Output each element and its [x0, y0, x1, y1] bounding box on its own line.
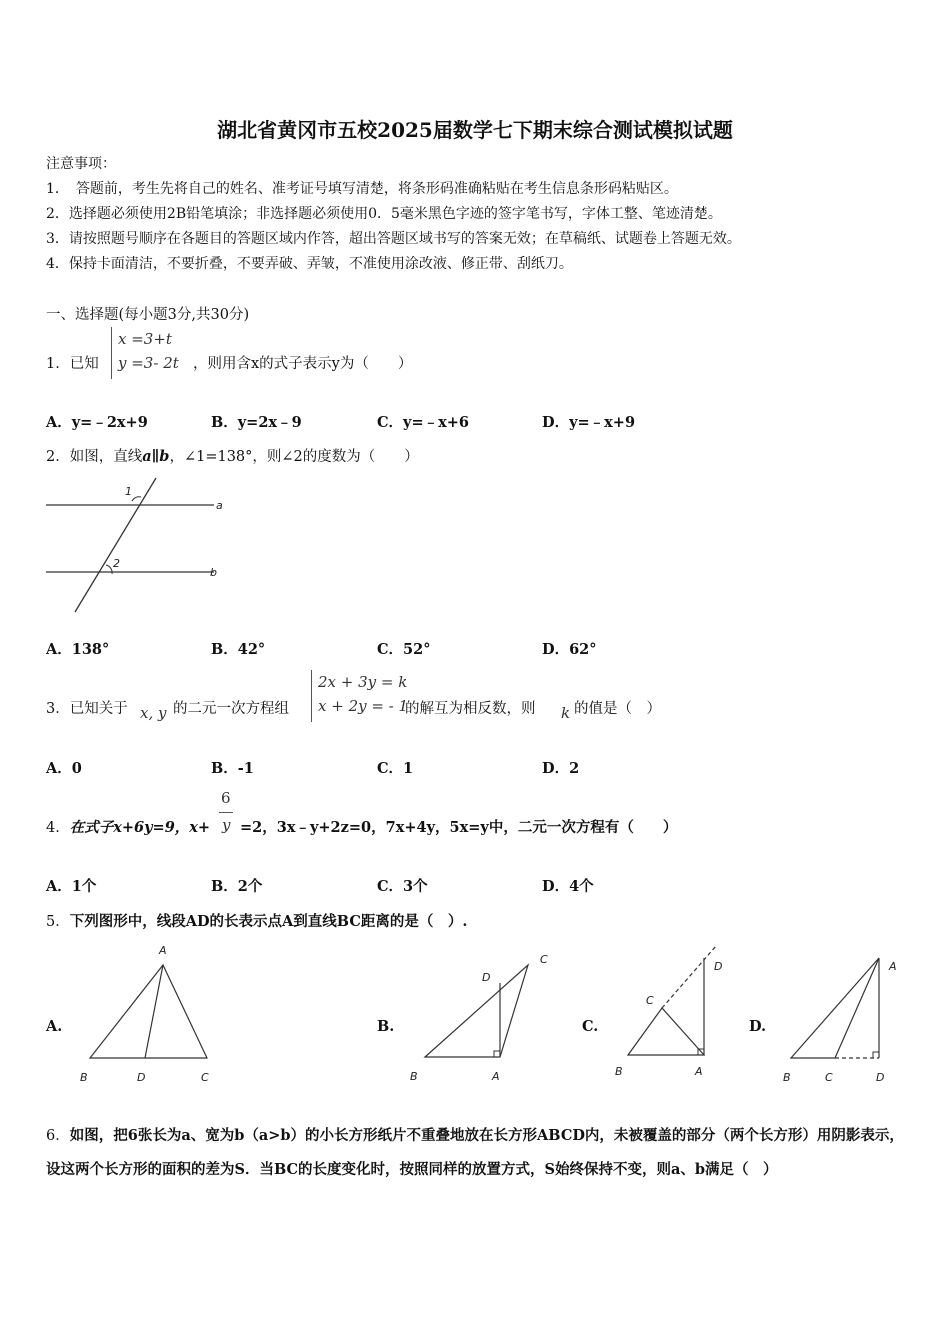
option-a: A．1个 [46, 878, 97, 895]
question-text: 的二元一次方程组 [173, 701, 289, 717]
triangle-figure-b [405, 945, 555, 1085]
equation-system [311, 670, 408, 722]
line-b-label: b [210, 566, 217, 579]
right-angle-mark [494, 1051, 500, 1057]
point-label: A [159, 944, 167, 957]
angle-2-label: 2 [113, 557, 120, 570]
option-b: B．y=2x﹣9 [211, 414, 302, 431]
triangle-figure-a [75, 940, 230, 1085]
question-number: 1． [46, 356, 70, 372]
question-text: 如图，直线 [69, 449, 143, 465]
segment-ad [145, 965, 163, 1058]
question-3 [46, 697, 128, 718]
parallel-lines-figure [40, 470, 240, 615]
variable-k: k [561, 704, 571, 722]
right-angle-mark [873, 1052, 879, 1058]
point-label: A [492, 1070, 500, 1083]
equation-line: x =3+t [118, 330, 172, 348]
option-b: B．-1 [211, 760, 254, 777]
point-label: B [80, 1071, 88, 1084]
option-d: D．62° [542, 641, 597, 658]
transversal [75, 478, 156, 612]
option-c: C．3个 [377, 878, 428, 895]
notice-item: 2．选择题必须使用2B铅笔填涂；非选择题必须使用0．5毫米黑色字迹的签字笔书写，字体工整、笔迹清楚。 [46, 206, 722, 222]
notice-heading: 注意事项： [46, 156, 116, 172]
point-label: C [540, 953, 548, 966]
point-label: B [783, 1071, 791, 1084]
fraction-denominator: y [222, 816, 231, 834]
question-text: 已知关于 [69, 701, 128, 717]
point-label: A [889, 960, 897, 973]
page-title: 湖北省黄冈市五校2025届数学七下期末综合测试模拟试题 [217, 118, 733, 142]
question-2 [46, 445, 419, 466]
point-label: B [410, 1070, 418, 1083]
line-a-label: a [216, 499, 223, 512]
point-label: D [137, 1071, 146, 1084]
question-text: 已知 [69, 356, 99, 372]
question-text: 的解互为相反数，则 [405, 701, 536, 717]
point-label: C [646, 994, 654, 1007]
question-number: 4． [46, 820, 70, 836]
question-1 [46, 352, 99, 373]
option-a: A. [46, 1018, 63, 1035]
option-d: D．y=﹣x+9 [542, 414, 636, 431]
question-text: 的值是（ ） [574, 701, 661, 717]
equation-line: 2x + 3y = k [318, 673, 408, 691]
equation-line: x + 2y = - 1 [318, 697, 409, 715]
question-text: 在式子x+6y=9，x+ [69, 819, 211, 836]
option-b: B．2个 [211, 878, 263, 895]
option-d: D．2 [542, 760, 580, 777]
point-label: C [201, 1071, 209, 1084]
point-label: D [482, 971, 491, 984]
equation-line: y =3- 2t [118, 354, 179, 372]
triangle [425, 965, 528, 1057]
section-heading: 一、选择题(每小题3分,共30分) [46, 307, 250, 323]
question-text: ，∠1=138°，则∠2的度数为（ ） [169, 449, 419, 465]
option-c: C．y=﹣x+6 [377, 414, 469, 431]
option-d: D．4个 [542, 878, 594, 895]
angle-1-label: 1 [125, 485, 132, 498]
triangle [628, 1008, 704, 1055]
triangle [90, 965, 207, 1058]
option-b: B．42° [211, 641, 266, 658]
question-4 [46, 816, 210, 837]
option-a: A．y=﹣2x+9 [46, 414, 148, 431]
option-c: C．52° [377, 641, 431, 658]
notice-item: 1． 答题前，考生先将自己的姓名、准考证号填写清楚，将条形码准确粘贴在考生信息条形码粘贴区。 [46, 181, 678, 197]
question-text: =2，3x﹣y+2z=0，7x+4y，5x=y中，二元一次方程有（ ） [240, 819, 678, 836]
option-c: C. [582, 1018, 599, 1035]
angle-1-arc [132, 497, 141, 501]
variables: x, y [140, 704, 167, 722]
question-5 [46, 910, 467, 931]
triangle-figure-c [610, 940, 745, 1080]
point-label: C [825, 1071, 833, 1084]
question-text: ，则用含x的式子表示y为（ ） [193, 356, 413, 372]
fraction-bar [219, 812, 233, 813]
extended-line [662, 946, 716, 1008]
fraction-numerator: 6 [221, 789, 231, 807]
point-label: A [695, 1065, 703, 1078]
point-label: D [714, 960, 723, 973]
notice-item: 4．保持卡面清洁，不要折叠，不要弄破、弄皱，不准使用涂改液、修正带、刮纸刀。 [46, 256, 573, 272]
option-b: B. [377, 1018, 395, 1035]
point-label: D [876, 1071, 885, 1084]
question-text: 如图，把6张长为a、宽为b（a>b）的小长方形纸片不重叠地放在长方形ABCD内，未被覆盖的部分（两个长方形）用阴影表示，设这两个长方形的面积的差为S．当BC的长度变化时，按照同样的放置方式，S始终保持不变，则a、b满足（ ） [46, 1127, 904, 1178]
notice-item: 3．请按照题号顺序在各题目的答题区域内作答，超出答题区域书写的答案无效；在草稿纸、试题卷上答题无效。 [46, 231, 741, 247]
parallel-expression: a∥b [142, 448, 170, 465]
question-6 [46, 1119, 906, 1187]
option-a: A．0 [46, 760, 82, 777]
triangle [791, 958, 879, 1058]
question-number: 3． [46, 701, 70, 717]
question-number: 5． [46, 914, 70, 930]
question-text: 下列图形中，线段AD的长表示点A到直线BC距离的是（ ）. [69, 913, 468, 930]
option-c: C．1 [377, 760, 414, 777]
point-label: B [615, 1065, 623, 1078]
option-d: D. [749, 1018, 767, 1035]
question-number: 2． [46, 449, 70, 465]
equation-system [111, 327, 179, 379]
question-number: 6． [46, 1128, 70, 1144]
option-a: A．138° [46, 641, 110, 658]
angle-2-arc [106, 565, 112, 574]
triangle-figure-d [775, 945, 915, 1085]
